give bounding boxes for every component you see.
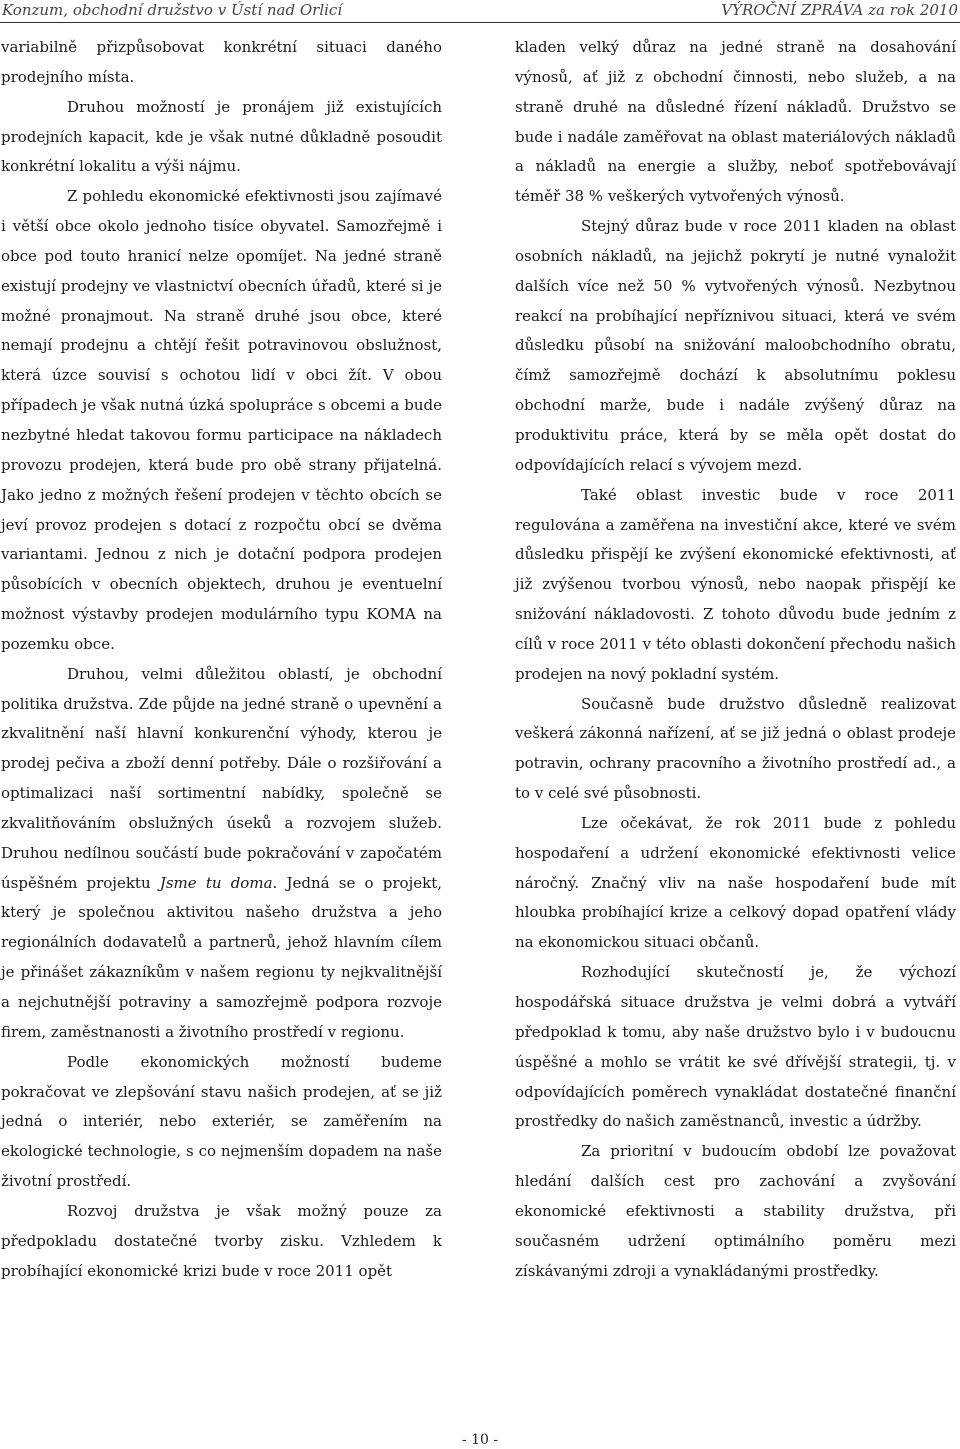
paragraph — [1, 660, 442, 1048]
paragraph: Za prioritní v budoucím období lze považovat hledání dalších cest pro zachování a zvyšování ekonomické efektivnosti a stability družstva, při současném udržení optimálního poměru mezi získávanými zdroji a vynakládanými prostředky. — [515, 1142, 956, 1280]
paragraph: variabilně přizpůsobovat konkrétní situaci daného prodejního místa. — [1, 38, 442, 86]
page-number: - 10 - — [461, 1432, 499, 1448]
paragraph: Rozhodující skutečností je, že výchozí hospodářská situace družstva je velmi dobrá a vytváří předpoklad k tomu, aby naše družstvo bylo i v budoucnu úspěšné a mohlo se vrátit ke své dřívější strategii, tj. v odpovídajících poměrech vynakládat dostatečné finanční prostředky do našich zaměstnanců, investic a údržby. — [515, 963, 956, 1131]
project-name: Jsme tu doma — [159, 873, 273, 892]
paragraph: Podle ekonomických možností budeme pokračovat ve zlepšování stavu našich prodejen, ať se již jedná o interiér, nebo exteriér, se zaměřením na ekologické technologie, s co nejmenším dopadem na naše životní prostředí. — [1, 1052, 442, 1191]
paragraph: Také oblast investic bude v roce 2011 regulována a zaměřena na investiční akce, které ve svém důsledku přispějí ke zvýšení ekonomické efektivnosti, ať již zvýšenou tvorbou výnosů, nebo naopak přispějí ke snižování nákladovosti. Z tohoto důvodu bude jedním z cílů v roce 2011 v této oblasti dokončení přechodu našich prodejen na nový pokladní systém. — [515, 485, 956, 683]
paragraph: Z pohledu ekonomické efektivnosti jsou zajímavé i větší obce okolo jednoho tisíce obyvatel. Samozřejmě i obce pod touto hranicí nelze opomíjet. Na jedné straně existují prodejny ve vlastnictví obecních úřadů, které si je možné pronajmout. Na straně druhé jsou obce, které nemají prodejnu a chtějí řešit potravinovou obslužnost, která úzce souvisí s ochotou lidí v obci žít. V obou případech je však nutná úzká spolupráce s obcemi a bude nezbytné hledat takovou formu participace na nákladech provozu prodejen, která bude pro obě strany přijatelná. Jako jedno z možných řešení prodejen v těchto obcích se jeví provoz prodejen s dotací z rozpočtu obcí se dvěma variantami. Jednou z nich je dotační podpora prodejen působících v obecních objektech, druhou je eventuelní možnost výstavby prodejen modulárního typu KOMA na pozemku obce. — [1, 187, 442, 653]
paragraph: Stejný důraz bude v roce 2011 kladen na oblast osobních nákladů, na jejichž pokrytí je nutné vynaložit dalších více než 50 % vytvořených výnosů. Nezbytnou reakcí na probíhající nepříznivou situaci, která ve svém důsledku působí na snižování maloobchodního obratu, čímž samozřejmě dochází k absolutnímu poklesu obchodní marže, bude i nadále zvýšený důraz na produktivitu práce, která by se měla opět dostat do odpovídajících relací s vývojem mezd. — [515, 217, 956, 474]
paragraph-text: Druhou, velmi důležitou oblastí, je obchodní politika družstva. Zde půjde na jedné straně o upevnění a zkvalitnění naší hlavní konkurenční výhody, kterou je prodej pečiva a zboží denní potřeby. Dále o rozšiřování a optimalizaci naší sortimentní nabídky, společně se zkvalitňováním obslužných úseků a rozvojem služeb. Druhou nedílnou součástí bude pokračování v započatém úspěšném projektu — [1, 664, 442, 892]
header-report-title: VÝROČNÍ ZPRÁVA za rok 2010 — [721, 1, 958, 19]
right-text-column — [515, 33, 956, 1286]
paragraph: kladen velký důraz na jedné straně na dosahování výnosů, ať již z obchodní činnosti, nebo služeb, a na straně druhé na důsledné řízení nákladů. Družstvo se bude i nadále zaměřovat na oblast materiálových nákladů a nákladů na energie a služby, neboť spotřebovávají téměř 38 % veškerých vytvořených výnosů. — [515, 38, 956, 206]
header-company-name: Konzum, obchodní družstvo v Ústí nad Orlicí — [2, 1, 343, 19]
page-header — [0, 0, 960, 23]
paragraph-text: . Jedná se o projekt, který je společnou aktivitou našeho družstva a jeho regionálních dodavatelů a partnerů, jehož hlavním cílem je přinášet zákazníkům v našem regionu ty nejkvalitnější a nejchutnější potraviny a samozřejmě podpora rozvoje firem, zaměstnanosti a životního prostředí v regionu. — [1, 873, 442, 1041]
paragraph: Současně bude družstvo důsledně realizovat veškerá zákonná nařízení, ať se již jedná o oblast prodeje potravin, ochrany pracovního a životního prostředí ad., a to v celé své působnosti. — [515, 694, 956, 803]
paragraph: Druhou možností je pronájem již existujících prodejních kapacit, kde je však nutné důkladně posoudit konkrétní lokalitu a výši nájmu. — [1, 97, 442, 176]
paragraph: Rozvoj družstva je však možný pouze za předpokladu dostatečné tvorby zisku. Vzhledem k probíhající ekonomické krizi bude v roce 2011 opět — [1, 1201, 442, 1280]
paragraph: Lze očekávat, že rok 2011 bude z pohledu hospodaření a udržení ekonomické efektivnosti velice náročný. Značný vliv na naše hospodaření bude mít hloubka probíhající krize a celkový dopad opatření vlády na ekonomickou situaci občanů. — [515, 813, 956, 952]
left-text-column — [1, 33, 442, 1286]
